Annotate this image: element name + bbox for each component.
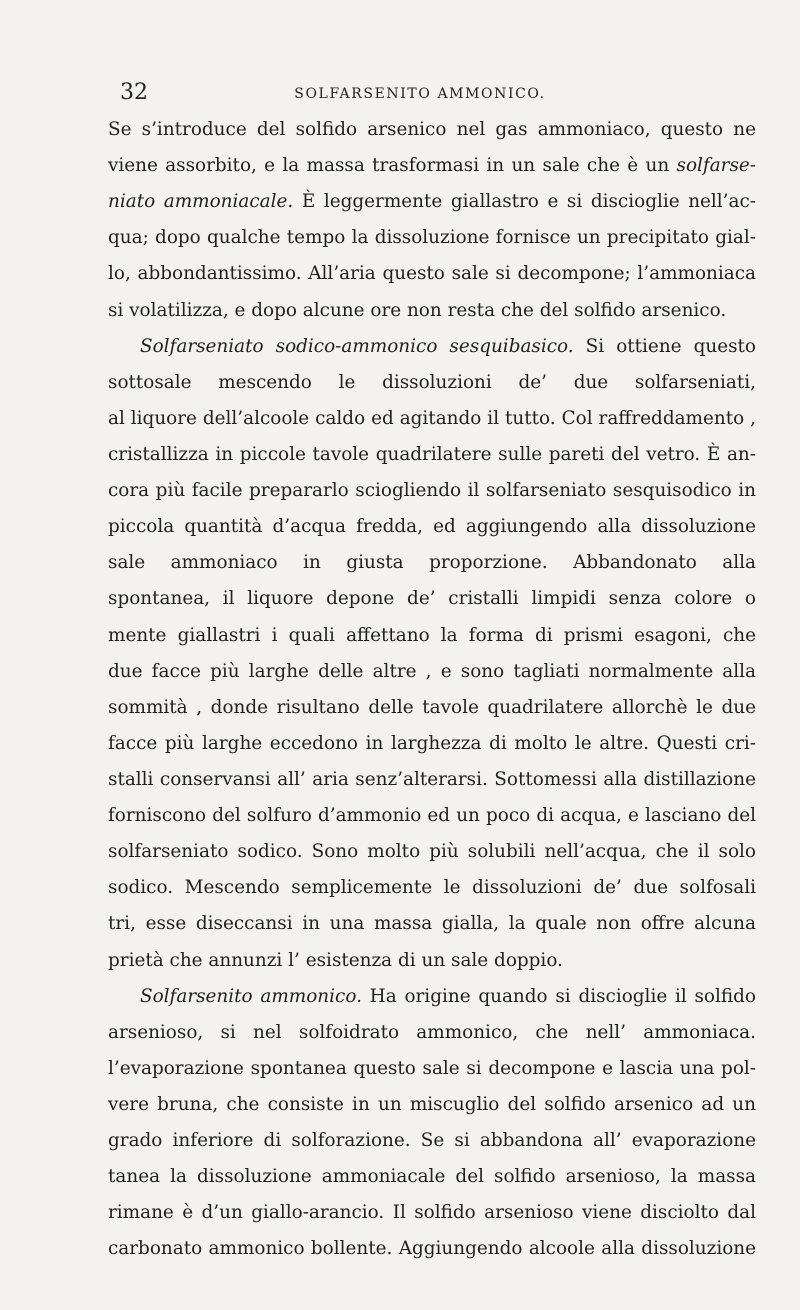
text-line: solfarseniato sodico. Sono molto più solubili nell’acqua, che il solo xyxy=(108,841,756,863)
text-line: mente giallastri i quali affettano la forma di prismi esagoni, che xyxy=(108,624,756,646)
text-line: grado inferiore di solforazione. Se si abbandona all’ evaporazione xyxy=(108,1130,756,1152)
section-heading-line: Solfarsenito ammonico. Ha origine quando si discioglie il solfido xyxy=(140,985,756,1007)
text-line: qua; dopo qualche tempo la dissoluzione fornisce un precipitato gial- xyxy=(108,227,756,249)
text-line: carbonato ammonico bollente. Aggiungendo alcoole alla dissoluzione xyxy=(108,1238,756,1260)
text-line: al liquore dell’alcoole caldo ed agitando il tutto. Col raffreddamento , xyxy=(108,407,756,429)
text-line: facce più larghe eccedono in larghezza di molto le altre. Questi cri- xyxy=(108,732,756,754)
body-text xyxy=(108,112,756,1268)
text-line: rimane è d’un giallo-arancio. Il solfido arsenioso viene disciolto dal xyxy=(108,1202,756,1224)
text-line: piccola quantità d’acqua fredda, ed aggiungendo alla dissoluzione xyxy=(108,516,756,538)
section-heading: Solfarsenito ammonico. xyxy=(140,985,362,1007)
text-line: l’evaporazione spontanea questo sale si decompone e lascia una pol- xyxy=(108,1057,756,1079)
text-line: tanea la dissoluzione ammoniacale del solfido arsenioso, la massa xyxy=(108,1166,756,1188)
section-heading-line: Solfarseniato sodico-ammonico sesquibasico. Si ottiene questo xyxy=(140,335,756,357)
text-line: sale ammoniaco in giusta proporzione. Abbandonato alla xyxy=(108,552,756,574)
section-heading: Solfarseniato sodico-ammonico sesquibasico. xyxy=(140,335,574,357)
running-title: SOLFARSENITO AMMONICO. xyxy=(294,86,546,102)
text-line: lo, abbondantissimo. All’aria questo sale si decompone; l’ammoniaca xyxy=(108,263,756,285)
text-line: arsenioso, si nel solfoidrato ammonico, che nell’ ammoniaca. xyxy=(108,1021,756,1043)
text-line: forniscono del solfuro d’ammonio ed un poco di acqua, e lasciano del xyxy=(108,805,756,827)
text-line: due facce più larghe delle altre , e sono tagliati normalmente alla xyxy=(108,660,756,682)
text-line: tri, esse diseccansi in una massa gialla, la quale non offre alcuna xyxy=(108,913,756,935)
text-line: spontanea, il liquore depone de’ cristalli limpidi senza colore o xyxy=(108,588,756,610)
page-number: 32 xyxy=(120,80,148,105)
text-line: sottosale mescendo le dissoluzioni de’ due solfarseniati, xyxy=(108,371,756,393)
text-line: si volatilizza, e dopo alcune ore non resta che del solfido arsenico. xyxy=(108,299,727,321)
text-line: prietà che annunzi l’ esistenza di un sale doppio. xyxy=(108,949,563,971)
text-line: viene assorbito, e la massa trasformasi in un sale che è un solfarse- xyxy=(108,155,756,177)
text-line: vere bruna, che consiste in un miscuglio del solfido arsenico ad un xyxy=(108,1093,756,1115)
text-line: cristallizza in piccole tavole quadrilatere sulle pareti del vetro. È an- xyxy=(108,443,756,465)
text-line: stalli conservansi all’ aria senz’alterarsi. Sottomessi alla distillazione xyxy=(108,768,756,790)
text-line: sommità , donde risultano delle tavole quadrilatere allorchè le due xyxy=(108,696,756,718)
text-line: Se s’introduce del solfido arsenico nel gas ammoniaco, questo ne xyxy=(108,119,756,140)
text-line: cora più facile prepararlo sciogliendo il solfarseniato sesquisodico in xyxy=(108,480,756,502)
text-line: sodico. Mescendo semplicemente le dissoluzioni de’ due solfosali xyxy=(108,877,756,899)
text-line: niato ammoniacale. È leggermente giallastro e si discioglie nell’ac- xyxy=(108,191,756,213)
